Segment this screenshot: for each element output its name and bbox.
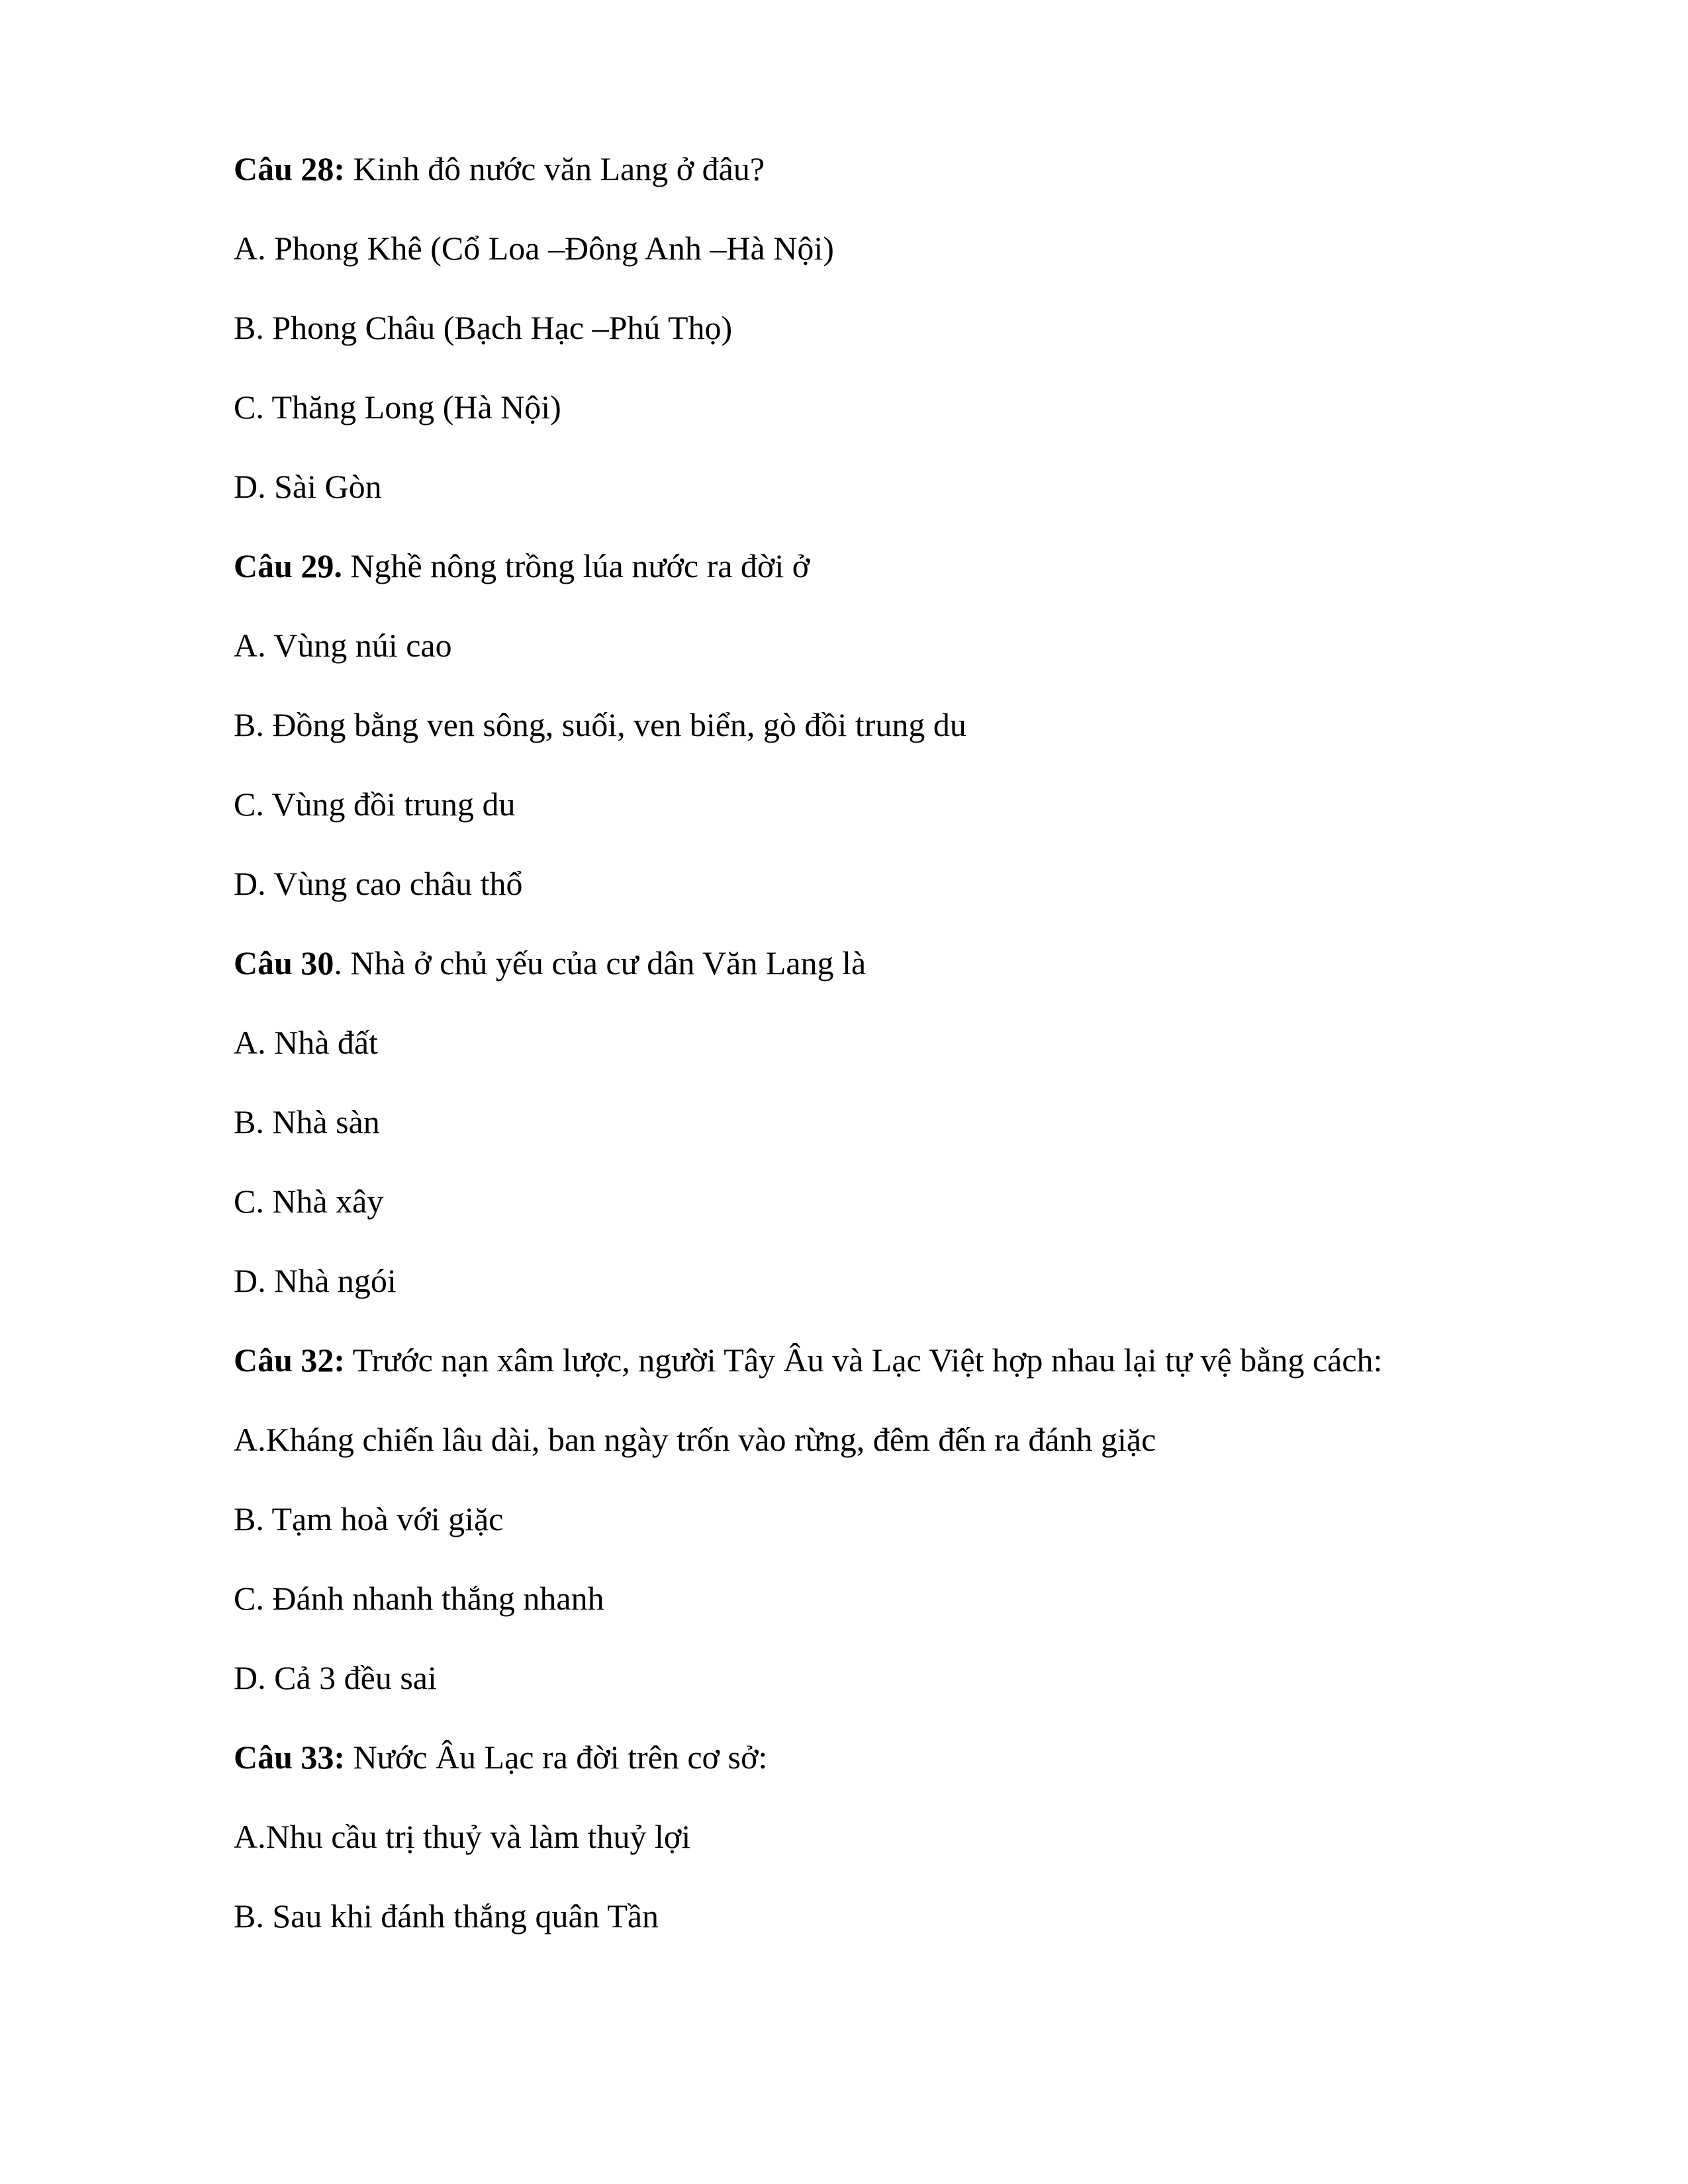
question-28	[234, 149, 1524, 189]
question-text: Nước Âu Lạc ra đời trên cơ sở:	[345, 1739, 768, 1776]
question-number: Câu 29.	[234, 547, 342, 584]
option-b: B. Nhà sàn	[234, 1103, 380, 1140]
question-32	[234, 1340, 1524, 1380]
option-a: A.Nhu cầu trị thuỷ và làm thuỷ lợi	[234, 1818, 691, 1855]
question-text: Trước nạn xâm lược, người Tây Âu và Lạc Việt hợp nhau lại tự vệ bằng cách:	[345, 1342, 1383, 1379]
option-d: D. Cả 3 đều sai	[234, 1659, 437, 1696]
option-d: D. Nhà ngói	[234, 1262, 397, 1299]
question-number: Câu 32:	[234, 1342, 346, 1379]
question-number: Câu 30	[234, 944, 334, 981]
question-33	[234, 1737, 1524, 1777]
option-c: C. Đánh nhanh thắng nhanh	[234, 1580, 604, 1617]
option-c: C. Vùng đồi trung du	[234, 786, 516, 823]
option-a: A. Nhà đất	[234, 1024, 378, 1061]
option-c: C. Nhà xây	[234, 1183, 384, 1220]
option-b: B. Đồng bằng ven sông, suối, ven biển, gò đồi trung du	[234, 706, 966, 743]
option-b: B. Phong Châu (Bạch Hạc –Phú Thọ)	[234, 309, 733, 346]
option-a: A. Vùng núi cao	[234, 627, 452, 664]
option-a: A. Phong Khê (Cổ Loa –Đông Anh –Hà Nội)	[234, 230, 834, 267]
option-a: A.Kháng chiến lâu dài, ban ngày trốn vào rừng, đêm đến ra đánh giặc	[234, 1421, 1156, 1458]
question-number: Câu 28:	[234, 150, 346, 187]
question-list	[234, 149, 1524, 1976]
question-text: Kinh đô nước văn Lang ở đâu?	[345, 150, 765, 187]
question-30	[234, 943, 1524, 983]
question-text: . Nhà ở chủ yếu của cư dân Văn Lang là	[334, 944, 867, 981]
option-c: C. Thăng Long (Hà Nội)	[234, 388, 561, 426]
option-d: D. Sài Gòn	[234, 468, 382, 505]
question-number: Câu 33:	[234, 1739, 346, 1776]
option-b: B. Tạm hoà với giặc	[234, 1500, 504, 1537]
option-d: D. Vùng cao châu thổ	[234, 865, 523, 902]
question-29	[234, 546, 1524, 586]
question-text: Nghề nông trồng lúa nước ra đời ở	[342, 547, 810, 584]
option-b: B. Sau khi đánh thắng quân Tần	[234, 1897, 659, 1934]
